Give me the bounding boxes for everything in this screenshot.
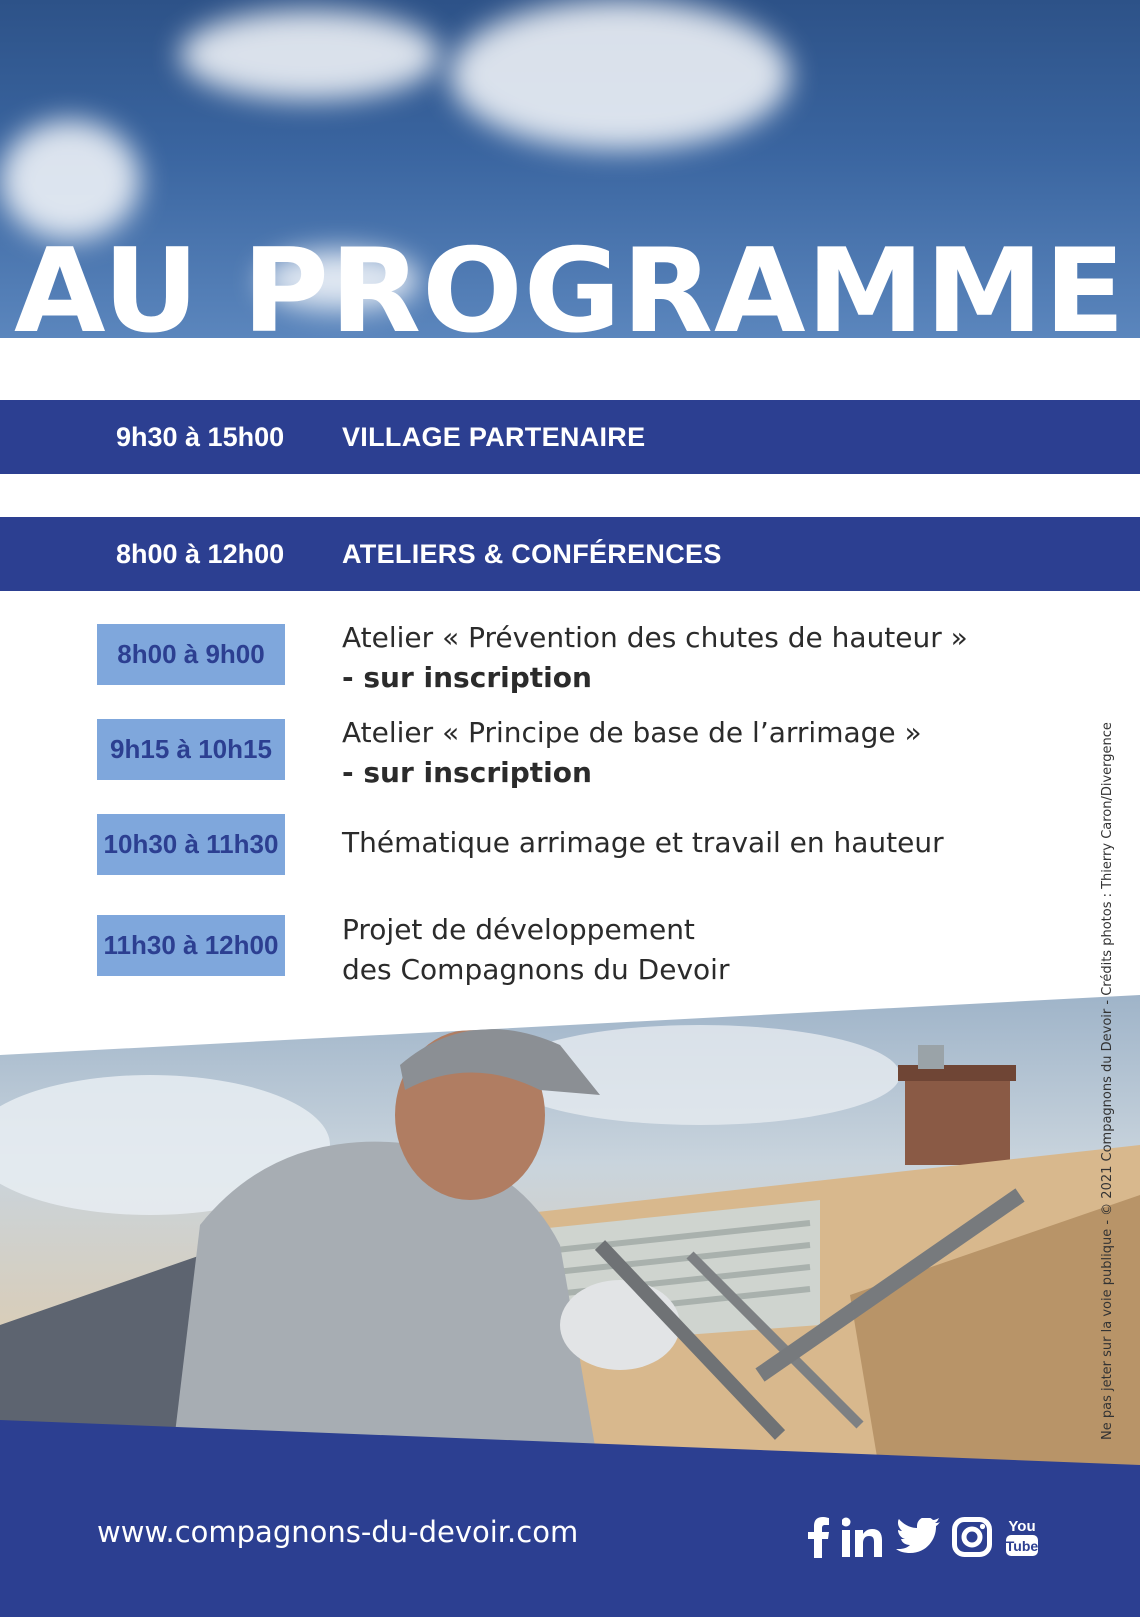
youtube-wordmark-top: You (1008, 1518, 1036, 1535)
session-time: 11h30 à 12h00 (97, 915, 285, 976)
session-time: 9h15 à 10h15 (97, 719, 285, 780)
linkedin-icon[interactable] (842, 1517, 884, 1557)
session-title: Projet de développement (342, 913, 695, 946)
session-description (342, 823, 1022, 863)
band-ateliers (0, 517, 1140, 591)
twitter-icon[interactable] (896, 1518, 940, 1556)
band-label: VILLAGE PARTENAIRE (342, 422, 646, 452)
youtube-icon[interactable] (1004, 1516, 1040, 1558)
website-link[interactable]: www.compagnons-du-devoir.com (97, 1515, 579, 1549)
band-label: ATELIERS & CONFÉRENCES (342, 539, 722, 569)
band-time: 8h00 à 12h00 (116, 539, 285, 569)
instagram-icon[interactable] (952, 1517, 992, 1557)
page-title: AU PROGRAMME (14, 224, 1126, 338)
session-time: 8h00 à 9h00 (97, 624, 285, 685)
session-subtitle: des Compagnons du Devoir (342, 953, 730, 986)
band-village (0, 400, 1140, 474)
session-description (342, 713, 1022, 793)
social-links (808, 1514, 1040, 1560)
session-title: Atelier « Prévention des chutes de hauteur » (342, 621, 968, 654)
photo-credit: Ne pas jeter sur la voie publique - © 2021 Compagnons du Devoir - Crédits photos : Thierry Caron/Divergence (1100, 722, 1115, 1440)
roofer-photo (0, 995, 1140, 1475)
session-title: Atelier « Principe de base de l’arrimage » (342, 716, 922, 749)
roofer-illustration (0, 995, 1140, 1475)
session-time: 10h30 à 11h30 (97, 814, 285, 875)
session-note: - sur inscription (342, 661, 592, 694)
cloud (180, 10, 440, 100)
hero-sky-image (0, 0, 1140, 338)
session-description (342, 618, 1022, 698)
session-note: - sur inscription (342, 756, 592, 789)
facebook-icon[interactable] (808, 1516, 830, 1558)
band-time: 9h30 à 15h00 (116, 422, 285, 452)
cloud (450, 0, 790, 150)
youtube-wordmark-bottom: Tube (1005, 1538, 1039, 1554)
session-title: Thématique arrimage et travail en hauteur (342, 826, 944, 859)
session-description (342, 910, 1022, 990)
